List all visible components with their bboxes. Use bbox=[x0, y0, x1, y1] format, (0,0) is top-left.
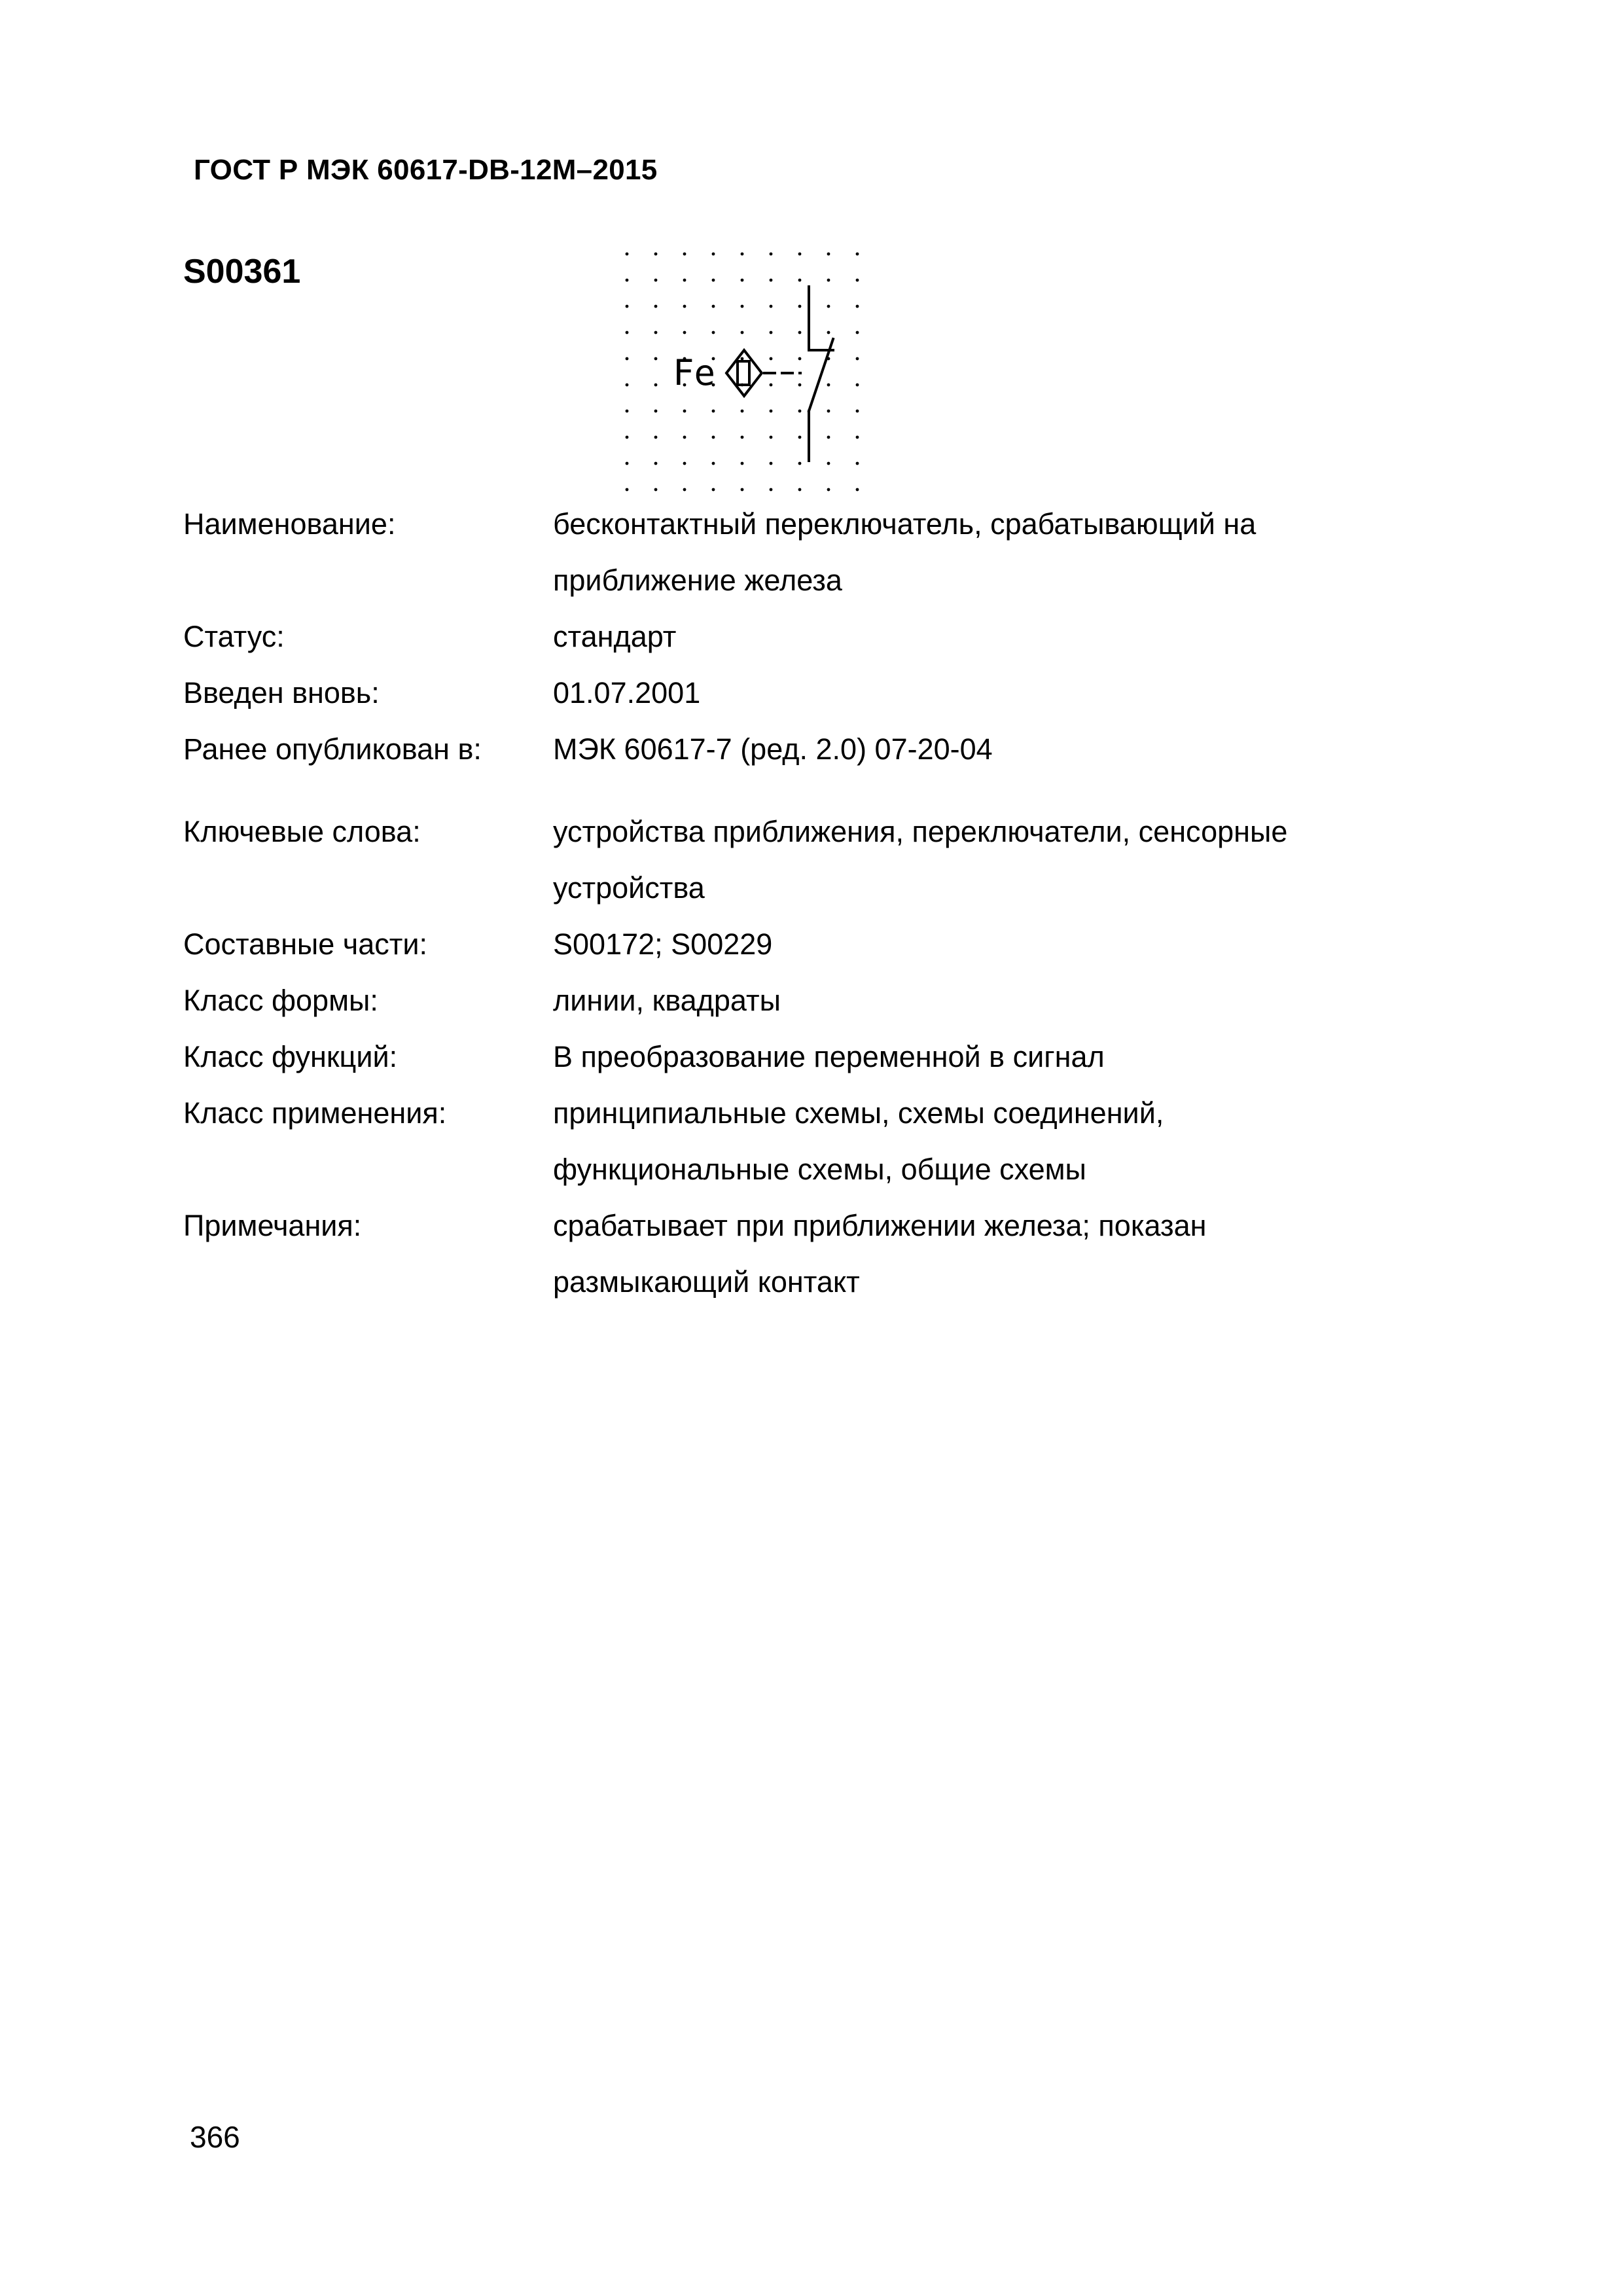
grid-dot bbox=[856, 357, 859, 361]
property-value-line: устройства bbox=[553, 871, 705, 905]
grid-dot bbox=[827, 436, 830, 439]
grid-dot bbox=[654, 279, 658, 282]
property-row bbox=[183, 916, 1427, 973]
fe-proximity-switch-icon bbox=[673, 287, 833, 461]
grid-dot bbox=[856, 253, 859, 256]
properties-table bbox=[183, 496, 1427, 1310]
property-value-line: приближение железа bbox=[553, 564, 842, 597]
grid-dot bbox=[856, 436, 859, 439]
property-value bbox=[553, 1029, 1427, 1085]
grid-dot bbox=[626, 462, 629, 465]
grid-dot bbox=[798, 357, 802, 361]
grid-dot bbox=[712, 279, 715, 282]
property-value bbox=[553, 1198, 1427, 1310]
grid-dot bbox=[626, 436, 629, 439]
grid-dot bbox=[741, 305, 744, 308]
grid-dot bbox=[856, 384, 859, 387]
grid-dot bbox=[770, 436, 773, 439]
property-value-line: линии, квадраты bbox=[553, 984, 781, 1017]
grid-dot bbox=[654, 357, 658, 361]
grid-dot bbox=[683, 331, 687, 334]
symbol-figure-label: Fe bbox=[673, 352, 716, 393]
grid-dot bbox=[626, 305, 629, 308]
grid-dot bbox=[741, 462, 744, 465]
grid-dot bbox=[626, 488, 629, 492]
property-value bbox=[553, 973, 1427, 1029]
grid-dot bbox=[654, 384, 658, 387]
grid-dot bbox=[770, 384, 773, 387]
grid-dot bbox=[798, 279, 802, 282]
grid-dot bbox=[683, 279, 687, 282]
grid-dot bbox=[626, 331, 629, 334]
property-label: Введен вновь: bbox=[183, 676, 380, 709]
grid-dot bbox=[798, 488, 802, 492]
grid-dot bbox=[712, 305, 715, 308]
grid-dot bbox=[798, 331, 802, 334]
grid-dot bbox=[654, 462, 658, 465]
property-value bbox=[553, 1085, 1427, 1198]
grid-dot bbox=[712, 253, 715, 256]
property-label: Статус: bbox=[183, 620, 285, 653]
grid-dot bbox=[626, 253, 629, 256]
property-row bbox=[183, 609, 1427, 665]
grid-dot bbox=[741, 488, 744, 492]
property-label: Примечания: bbox=[183, 1209, 362, 1242]
grid-dot bbox=[654, 436, 658, 439]
grid-dot bbox=[741, 279, 744, 282]
grid-dot bbox=[827, 488, 830, 492]
grid-dot bbox=[683, 436, 687, 439]
property-value bbox=[553, 804, 1427, 916]
document-header: ГОСТ Р МЭК 60617-DB-12M–2015 bbox=[194, 154, 658, 186]
grid-dot bbox=[770, 462, 773, 465]
grid-dot bbox=[827, 279, 830, 282]
property-value-line: стандарт bbox=[553, 620, 677, 653]
property-value-line: срабатывает при приближении железа; показан bbox=[553, 1209, 1207, 1242]
property-label: Составные части: bbox=[183, 927, 428, 961]
property-value-line: функциональные схемы, общие схемы bbox=[553, 1153, 1086, 1186]
grid-dot bbox=[654, 410, 658, 413]
grid-dot bbox=[683, 410, 687, 413]
property-value-line: бесконтактный переключатель, срабатывающий на bbox=[553, 507, 1257, 541]
grid-dot bbox=[827, 331, 830, 334]
grid-dot bbox=[770, 305, 773, 308]
grid-dot bbox=[770, 253, 773, 256]
grid-dot bbox=[712, 410, 715, 413]
property-label: Наименование: bbox=[183, 507, 396, 541]
grid-dot bbox=[626, 410, 629, 413]
property-value-line: принципиальные схемы, схемы соединений, bbox=[553, 1096, 1164, 1130]
grid-dot bbox=[827, 384, 830, 387]
property-label: Ранее опубликован в: bbox=[183, 732, 482, 766]
grid-dot bbox=[683, 488, 687, 492]
grid-dot bbox=[827, 253, 830, 256]
grid-dot bbox=[741, 253, 744, 256]
grid-dot bbox=[654, 488, 658, 492]
grid-dot bbox=[856, 279, 859, 282]
grid-dot bbox=[683, 305, 687, 308]
property-row bbox=[183, 496, 1427, 609]
symbol-code: S00361 bbox=[183, 253, 301, 291]
property-value bbox=[553, 496, 1427, 609]
property-label: Класс формы: bbox=[183, 984, 378, 1017]
property-label: Ключевые слова: bbox=[183, 815, 421, 848]
grid-dot bbox=[856, 410, 859, 413]
property-value bbox=[553, 721, 1427, 778]
grid-dot bbox=[798, 436, 802, 439]
grid-dot bbox=[770, 279, 773, 282]
grid-dot bbox=[856, 488, 859, 492]
grid-dot bbox=[712, 331, 715, 334]
grid-dot bbox=[654, 305, 658, 308]
property-value-line: устройства приближения, переключатели, сенсорные bbox=[553, 815, 1288, 848]
property-label: Класс применения: bbox=[183, 1096, 447, 1130]
sensor-inner-square bbox=[738, 361, 749, 385]
grid-dot bbox=[712, 488, 715, 492]
grid-dot bbox=[827, 462, 830, 465]
grid-dot bbox=[654, 331, 658, 334]
grid-dot bbox=[798, 384, 802, 387]
grid-dot bbox=[626, 384, 629, 387]
grid-dot bbox=[827, 305, 830, 308]
grid-dot bbox=[712, 436, 715, 439]
grid-dot bbox=[856, 305, 859, 308]
property-value bbox=[553, 665, 1427, 721]
property-value-line: размыкающий контакт bbox=[553, 1265, 860, 1299]
grid-dot bbox=[798, 253, 802, 256]
grid-dot bbox=[712, 462, 715, 465]
grid-dot bbox=[654, 253, 658, 256]
grid-dot bbox=[770, 357, 773, 361]
property-row bbox=[183, 1029, 1427, 1085]
sensor-diamond bbox=[726, 350, 762, 396]
grid-dot bbox=[856, 462, 859, 465]
property-label: Класс функций: bbox=[183, 1040, 398, 1073]
grid-dot bbox=[741, 331, 744, 334]
grid-dot bbox=[626, 357, 629, 361]
symbol-figure bbox=[615, 242, 877, 497]
property-value bbox=[553, 916, 1427, 973]
grid-dot bbox=[741, 357, 744, 361]
property-row bbox=[183, 1085, 1427, 1198]
grid-dot bbox=[770, 331, 773, 334]
property-value bbox=[553, 609, 1427, 665]
property-row bbox=[183, 721, 1427, 778]
grid-dot bbox=[741, 436, 744, 439]
property-row bbox=[183, 804, 1427, 916]
grid-dot bbox=[683, 462, 687, 465]
property-row bbox=[183, 973, 1427, 1029]
grid-dot bbox=[798, 462, 802, 465]
grid-dot bbox=[770, 410, 773, 413]
property-value-line: 01.07.2001 bbox=[553, 676, 701, 709]
grid-dot bbox=[683, 253, 687, 256]
grid-dots bbox=[626, 253, 859, 492]
property-row bbox=[183, 1198, 1427, 1310]
property-row bbox=[183, 665, 1427, 721]
property-value-line: МЭК 60617-7 (ред. 2.0) 07-20-04 bbox=[553, 732, 993, 766]
grid-dot bbox=[798, 410, 802, 413]
page-number: 366 bbox=[190, 2120, 240, 2154]
grid-dot bbox=[856, 331, 859, 334]
property-value-line: S00172; S00229 bbox=[553, 927, 773, 961]
grid-dot bbox=[827, 410, 830, 413]
property-value-line: В преобразование переменной в сигнал bbox=[553, 1040, 1105, 1073]
grid-dot bbox=[770, 488, 773, 492]
grid-dot bbox=[626, 279, 629, 282]
grid-dot bbox=[741, 410, 744, 413]
grid-dot bbox=[798, 305, 802, 308]
